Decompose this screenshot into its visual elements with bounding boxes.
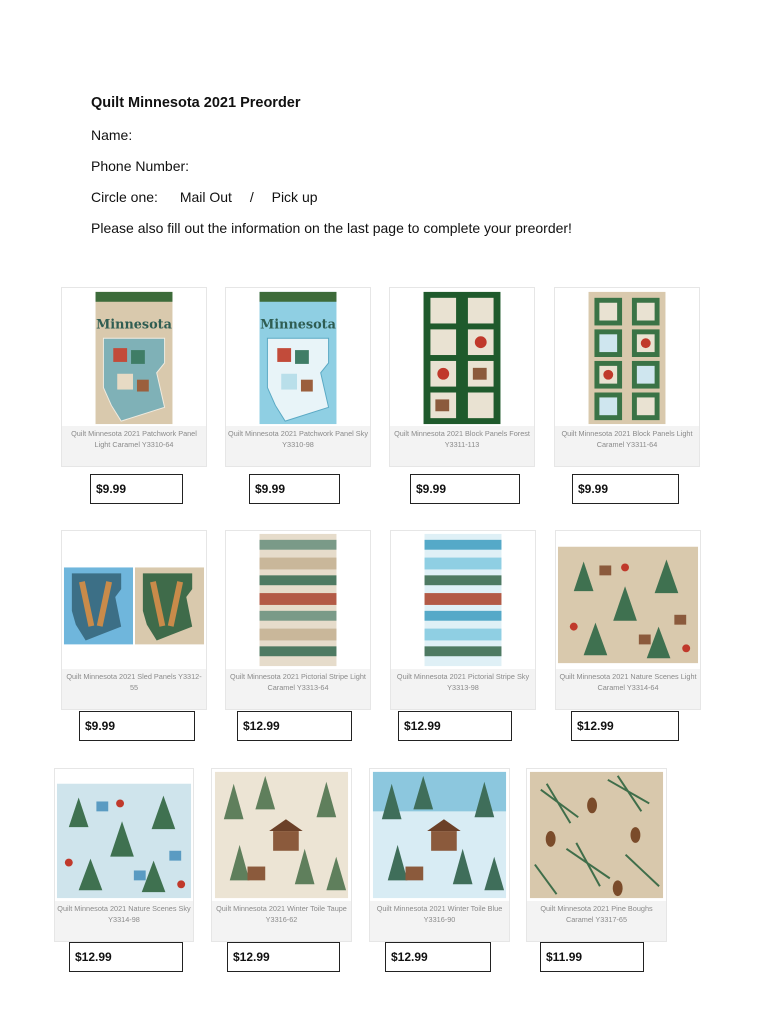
product-caption: Quilt Minnesota 2021 Pictorial Stripe Light Caramel Y3313-64	[230, 672, 366, 692]
product-card	[555, 530, 701, 710]
price-box: $12.99	[227, 942, 340, 972]
product-image	[212, 769, 351, 901]
product-caption: Quilt Minnesota 2021 Pine Boughs Caramel Y3317-65	[540, 904, 653, 924]
product-caption: Quilt Minnesota 2021 Pictorial Stripe Sky Y3313-98	[396, 672, 530, 692]
circle-one-label: Circle one:	[91, 189, 158, 205]
product-caption: Quilt Minnesota 2021 Block Panels Forest Y3311-113	[394, 429, 530, 449]
product-card	[390, 530, 536, 710]
panel-title-text: Minnesota	[260, 317, 336, 333]
price-box: $9.99	[572, 474, 679, 504]
price-box: $12.99	[237, 711, 352, 741]
product-card	[61, 530, 207, 710]
option-separator: /	[249, 189, 254, 205]
product-caption: Quilt Minnesota 2021 Nature Scenes Sky Y3314-98	[57, 904, 191, 924]
price-box: $12.99	[69, 942, 183, 972]
product-image	[55, 769, 193, 901]
phone-field-label: Phone Number:	[91, 158, 190, 174]
price-box: $12.99	[385, 942, 491, 972]
product-image	[226, 531, 370, 669]
product-card	[554, 287, 700, 467]
option-pick-up: Pick up	[271, 189, 318, 205]
product-image	[370, 769, 509, 901]
price-box: $9.99	[249, 474, 340, 504]
price-box: $12.99	[398, 711, 512, 741]
product-caption: Quilt Minnesota 2021 Patchwork Panel Sky Y3310-98	[228, 429, 368, 449]
product-image	[62, 288, 206, 426]
product-card	[225, 530, 371, 710]
product-image	[390, 288, 534, 426]
circle-one-row	[91, 189, 318, 205]
panel-title-text: Minnesota	[96, 317, 172, 333]
product-image	[391, 531, 535, 669]
product-image	[556, 531, 700, 669]
price-box: $11.99	[540, 942, 644, 972]
name-field-label: Name:	[91, 127, 133, 143]
product-card	[369, 768, 510, 942]
price-box: $12.99	[571, 711, 679, 741]
product-image	[527, 769, 666, 901]
product-caption: Quilt Minnesota 2021 Sled Panels Y3312-55	[66, 672, 202, 692]
price-box: $9.99	[410, 474, 520, 504]
product-caption: Quilt Minnesota 2021 Nature Scenes Light Caramel Y3314-64	[559, 672, 697, 692]
product-card	[61, 287, 207, 467]
product-caption: Quilt Minnesota 2021 Winter Toile Taupe Y3316-62	[216, 904, 347, 924]
price-box: $9.99	[79, 711, 195, 741]
product-card	[526, 768, 667, 942]
instruction-text: Please also fill out the information on the last page to complete your preorder!	[91, 220, 572, 236]
price-box: $9.99	[90, 474, 183, 504]
product-caption: Quilt Minnesota 2021 Patchwork Panel Light Caramel Y3310-64	[71, 429, 197, 449]
option-mail-out: Mail Out	[179, 189, 232, 205]
product-caption: Quilt Minnesota 2021 Block Panels Light Caramel Y3311-64	[561, 429, 693, 449]
preorder-title: Quilt Minnesota 2021 Preorder	[91, 95, 301, 111]
product-card	[54, 768, 194, 942]
product-image	[226, 288, 370, 426]
product-image	[555, 288, 699, 426]
product-image	[62, 531, 206, 669]
product-caption: Quilt Minnesota 2021 Winter Toile Blue Y3316-90	[376, 904, 503, 924]
product-card	[225, 287, 371, 467]
product-card	[389, 287, 535, 467]
product-card	[211, 768, 352, 942]
